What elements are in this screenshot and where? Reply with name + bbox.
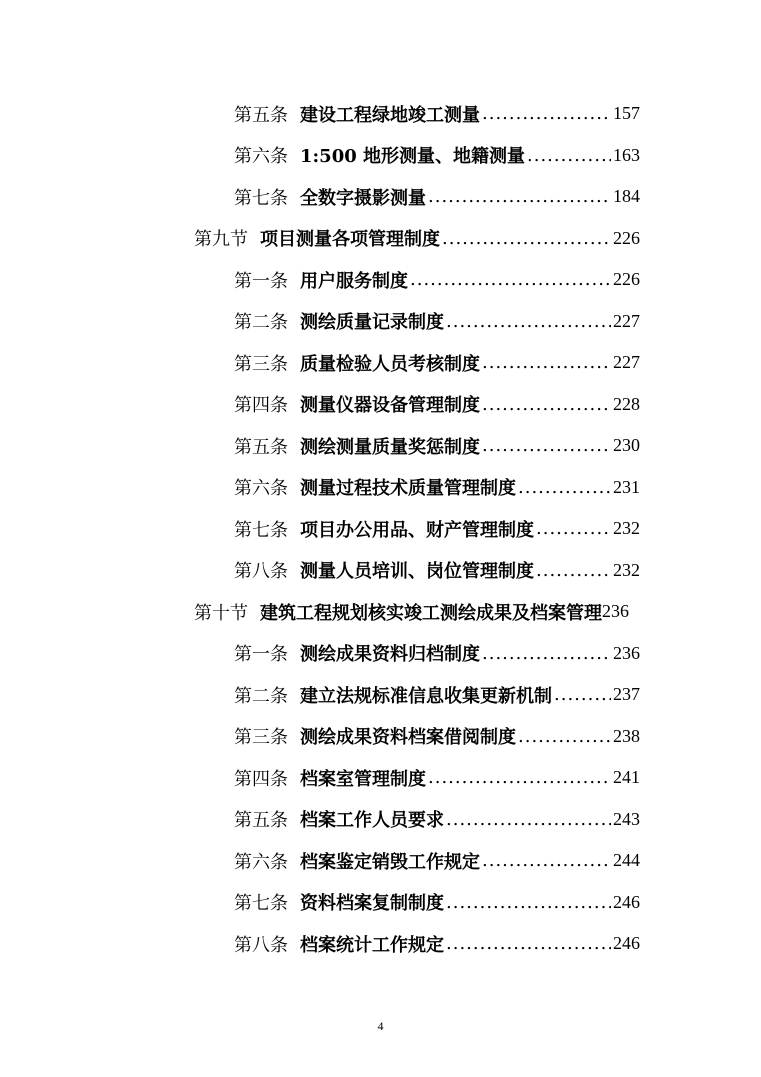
toc-section-page: 236: [602, 601, 629, 622]
dot-leader: [536, 518, 611, 539]
toc-entry-number: 第五条: [234, 436, 288, 458]
toc-entry[interactable]: [234, 716, 640, 758]
toc-section-entry[interactable]: [194, 591, 640, 633]
toc-entry-title: 档案鉴定销毁工作规定: [300, 851, 480, 873]
toc-entry-title: 建立法规标准信息收集更新机制: [300, 685, 552, 707]
toc-entry-title: 测绘质量记录制度: [300, 312, 444, 334]
toc-entry-page: 243: [613, 808, 640, 829]
page-number: 4: [377, 1019, 384, 1033]
toc-section-number: 第九节: [194, 229, 248, 251]
toc-entry[interactable]: [234, 923, 640, 965]
toc-entry-title: 资料档案复制制度: [300, 893, 444, 915]
toc-entry[interactable]: [234, 633, 640, 675]
dot-leader: [446, 933, 611, 954]
toc-entry[interactable]: [234, 384, 640, 426]
toc-entry-page: 163: [613, 144, 640, 165]
toc-entry-page: 236: [613, 642, 640, 663]
toc-entry-number: 第四条: [234, 395, 288, 417]
dot-leader: [527, 145, 611, 166]
toc-entry-number: 第二条: [234, 312, 288, 334]
dot-leader: [428, 186, 611, 207]
toc-entry-page: 238: [613, 725, 640, 746]
toc-entry[interactable]: [234, 301, 640, 343]
toc-entry-title: 测量仪器设备管理制度: [300, 395, 480, 417]
toc-entry[interactable]: [234, 425, 640, 467]
toc-entry-title: 档案工作人员要求: [300, 810, 444, 832]
toc-entry-title: 建设工程绿地竣工测量: [300, 104, 480, 126]
toc-entry[interactable]: [234, 757, 640, 799]
toc-entry-page: 230: [613, 435, 640, 456]
toc-entry-number: 第五条: [234, 810, 288, 832]
toc-entry[interactable]: [234, 882, 640, 924]
toc-entry[interactable]: [234, 508, 640, 550]
toc-entry-page: 246: [613, 933, 640, 954]
dot-leader: [518, 726, 611, 747]
dot-leader: [428, 767, 611, 788]
toc-entry[interactable]: [234, 674, 640, 716]
toc-entry-title: 质量检验人员考核制度: [300, 353, 480, 375]
toc-entry-page: 244: [613, 850, 640, 871]
dot-leader: [446, 892, 611, 913]
toc-entry-page: 227: [613, 310, 640, 331]
toc-entry-title: 项目办公用品、财产管理制度: [300, 519, 534, 541]
toc-entry-title: 测量人员培训、岗位管理制度: [300, 561, 534, 583]
dot-leader: [446, 809, 611, 830]
toc-entry-page: 231: [613, 476, 640, 497]
dot-leader: [482, 435, 611, 456]
toc-section-title: 建筑工程规划核实竣工测绘成果及档案管理: [260, 602, 602, 624]
toc-entry-title: 测绘成果资料归档制度: [300, 644, 480, 666]
toc-entry-title: 档案统计工作规定: [300, 934, 444, 956]
toc-entry-number: 第一条: [234, 270, 288, 292]
toc-entry[interactable]: [234, 467, 640, 509]
table-of-contents: [0, 93, 761, 965]
toc-section-number: 第十节: [194, 602, 248, 624]
toc-section-entry[interactable]: [194, 218, 640, 260]
toc-section-title: 项目测量各项管理制度: [260, 229, 440, 251]
dot-leader: [482, 352, 611, 373]
dot-leader: [482, 850, 611, 871]
toc-entry-number: 第四条: [234, 768, 288, 790]
dot-leader: [536, 560, 611, 581]
toc-section-page: 226: [613, 227, 640, 248]
toc-entry[interactable]: [234, 550, 640, 592]
toc-entry-page: 226: [613, 269, 640, 290]
dot-leader: [446, 311, 611, 332]
toc-entry-number: 第八条: [234, 561, 288, 583]
toc-entry-title: 用户服务制度: [300, 270, 408, 292]
dot-leader: [410, 269, 611, 290]
toc-entry-page: 232: [613, 518, 640, 539]
toc-entry-number: 第五条: [234, 104, 288, 126]
toc-entry-page: 241: [613, 767, 640, 788]
dot-leader: [554, 684, 611, 705]
toc-entry-page: 246: [613, 891, 640, 912]
toc-entry-number: 第七条: [234, 893, 288, 915]
toc-entry-number: 第二条: [234, 685, 288, 707]
dot-leader: [482, 103, 611, 124]
toc-entry-number: 第一条: [234, 644, 288, 666]
toc-entry-page: 228: [613, 393, 640, 414]
toc-entry-title: 全数字摄影测量: [300, 187, 426, 209]
toc-entry-page: 157: [613, 103, 640, 124]
toc-entry[interactable]: [234, 176, 640, 218]
toc-entry-title: 测量过程技术质量管理制度: [300, 478, 516, 500]
toc-entry-page: 227: [613, 352, 640, 373]
toc-entry[interactable]: [234, 259, 640, 301]
toc-entry-page: 184: [613, 186, 640, 207]
toc-entry[interactable]: [234, 840, 640, 882]
toc-entry-title: 测绘成果资料档案借阅制度: [300, 727, 516, 749]
toc-entry-number: 第三条: [234, 727, 288, 749]
dot-leader: [518, 477, 611, 498]
toc-entry-number: 第八条: [234, 934, 288, 956]
toc-entry[interactable]: [234, 93, 640, 135]
toc-entry-title: 测绘测量质量奖惩制度: [300, 436, 480, 458]
toc-entry-number: 第六条: [234, 851, 288, 873]
toc-entry-page: 237: [613, 684, 640, 705]
toc-entry-number: 第七条: [234, 519, 288, 541]
toc-entry[interactable]: [234, 799, 640, 841]
toc-entry-number: 第三条: [234, 353, 288, 375]
dot-leader: [482, 394, 611, 415]
toc-entry[interactable]: [234, 135, 640, 177]
toc-entry-number: 第六条: [234, 146, 288, 168]
toc-entry-title: 档案室管理制度: [300, 768, 426, 790]
toc-entry[interactable]: [234, 342, 640, 384]
dot-leader: [442, 228, 611, 249]
toc-entry-number: 第七条: [234, 187, 288, 209]
toc-entry-page: 232: [613, 559, 640, 580]
toc-entry-title: 1:500 地形测量、地籍测量: [300, 146, 526, 168]
toc-entry-number: 第六条: [234, 478, 288, 500]
dot-leader: [482, 643, 611, 664]
